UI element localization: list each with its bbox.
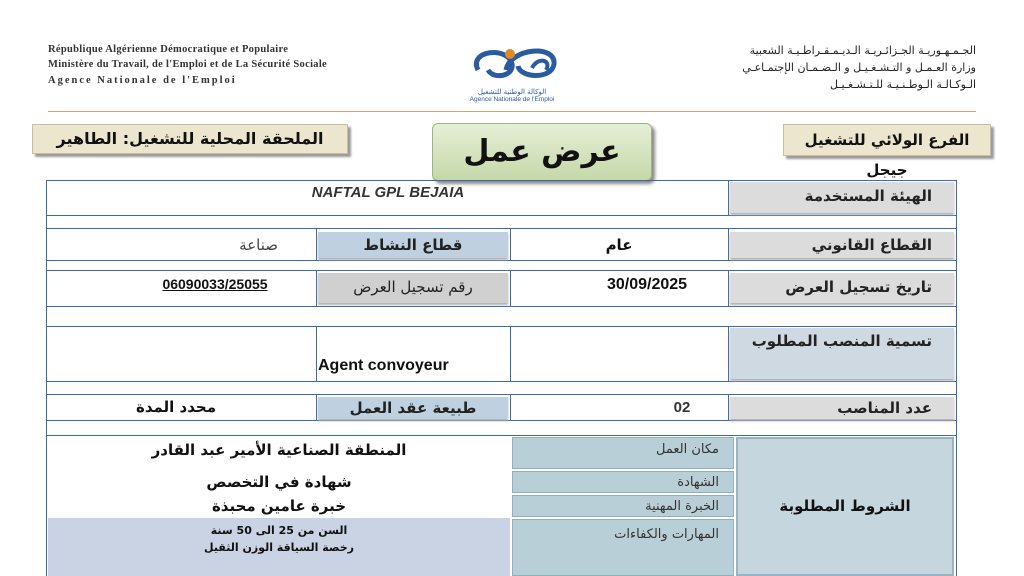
offer-number-value: 06090033/25055 bbox=[162, 276, 268, 292]
grid-line bbox=[316, 228, 317, 260]
positions-count-label: عدد المناصب bbox=[730, 397, 954, 419]
grid-line bbox=[510, 394, 511, 420]
employer-value: NAFTAL GPL BEJAIA bbox=[311, 184, 465, 201]
header-ar-line-2: وزارة العـمـل و التـشـغـيـل و الـضـمـان الإجتمـاعـي bbox=[742, 61, 976, 74]
header-divider bbox=[48, 111, 976, 112]
activity-sector-label: قطاع النشاط bbox=[318, 232, 508, 258]
header-ar-line-3: الـوكـالـة الـوطـنـيـة للـتـشـغـيـل bbox=[829, 78, 976, 91]
skills-line-1: السن من 25 الى 50 سنة bbox=[210, 524, 348, 537]
grid-line bbox=[46, 326, 956, 327]
page-title: عرض عمل bbox=[432, 123, 652, 181]
grid-line bbox=[956, 180, 957, 576]
grid-line bbox=[316, 394, 317, 420]
workplace-value: المنطقة الصناعية الأمير عبد القادر bbox=[151, 441, 407, 459]
header-fr-line-3: Agence Nationale de l'Emploi bbox=[48, 75, 237, 86]
conditions-label: الشروط المطلوبة bbox=[736, 437, 954, 576]
workplace-label: مكان العمل bbox=[512, 437, 734, 469]
grid-line bbox=[46, 180, 47, 576]
grid-line bbox=[510, 326, 511, 381]
skills-label: المهارات والكفاءات bbox=[512, 519, 734, 576]
grid-line bbox=[46, 228, 956, 229]
offer-date-label: تاريخ تسجيل العرض bbox=[730, 273, 954, 303]
header-fr-line-2: Ministère du Travail, de l'Emploi et de La Sécurité Sociale bbox=[48, 59, 328, 70]
logo-caption-fr: Agence Nationale de l'Emploi bbox=[469, 96, 555, 103]
grid-line bbox=[46, 215, 956, 216]
logo-caption-ar: الوكالة الوطنية للتشغيل bbox=[477, 88, 547, 96]
offer-date-value: 30/09/2025 bbox=[606, 276, 688, 293]
grid-line bbox=[46, 381, 956, 382]
regional-branch-tag: الفرع الولائي للتشغيل جيجل bbox=[783, 124, 991, 156]
position-value: Agent convoyeur bbox=[318, 357, 449, 374]
header-ar-line-1: الجـمـهـوريـة الجـزائـريـة الـديـمـقـراطـيـة الشعبية bbox=[749, 44, 976, 57]
contract-type-value: محدد المدة bbox=[135, 398, 217, 416]
grid-line bbox=[316, 270, 317, 306]
grid-line bbox=[46, 260, 956, 261]
anem-logo-icon bbox=[448, 40, 576, 88]
activity-sector-value: صناعة bbox=[239, 236, 278, 254]
grid-line bbox=[728, 180, 729, 215]
contract-type-label: طبيعة عقد العمل bbox=[318, 397, 508, 419]
positions-count-value: 02 bbox=[673, 399, 691, 416]
grid-line bbox=[510, 270, 511, 306]
header-fr-line-1: République Algérienne Démocratique et Populaire bbox=[48, 44, 289, 55]
legal-sector-value: عام bbox=[605, 236, 633, 254]
employer-label: الهيئة المستخدمة bbox=[730, 182, 954, 213]
grid-line bbox=[510, 228, 511, 260]
grid-line bbox=[316, 326, 317, 381]
experience-label: الخبرة المهنية bbox=[512, 495, 734, 517]
local-branch-tag: الملحقة المحلية للتشغيل: الطاهير bbox=[32, 124, 348, 154]
grid-line bbox=[46, 420, 956, 421]
experience-value: خبرة عامين محبذة bbox=[211, 497, 347, 515]
grid-line bbox=[728, 326, 729, 381]
legal-sector-label: القطاع القانوني bbox=[730, 232, 954, 258]
position-label: تسمية المنصب المطلوب bbox=[730, 328, 954, 379]
grid-line bbox=[46, 270, 956, 271]
grid-line bbox=[46, 435, 956, 436]
grid-line bbox=[46, 180, 956, 181]
grid-line bbox=[46, 394, 956, 395]
offer-number-label: رقم تسجيل العرض bbox=[318, 273, 508, 303]
grid-line bbox=[728, 228, 729, 260]
skills-box bbox=[48, 518, 510, 576]
skills-line-2: رخصة السياقة الوزن الثقيل bbox=[204, 541, 354, 554]
grid-line bbox=[46, 306, 956, 307]
diploma-label: الشهادة bbox=[512, 471, 734, 493]
diploma-value: شهادة في التخصص bbox=[206, 473, 352, 491]
